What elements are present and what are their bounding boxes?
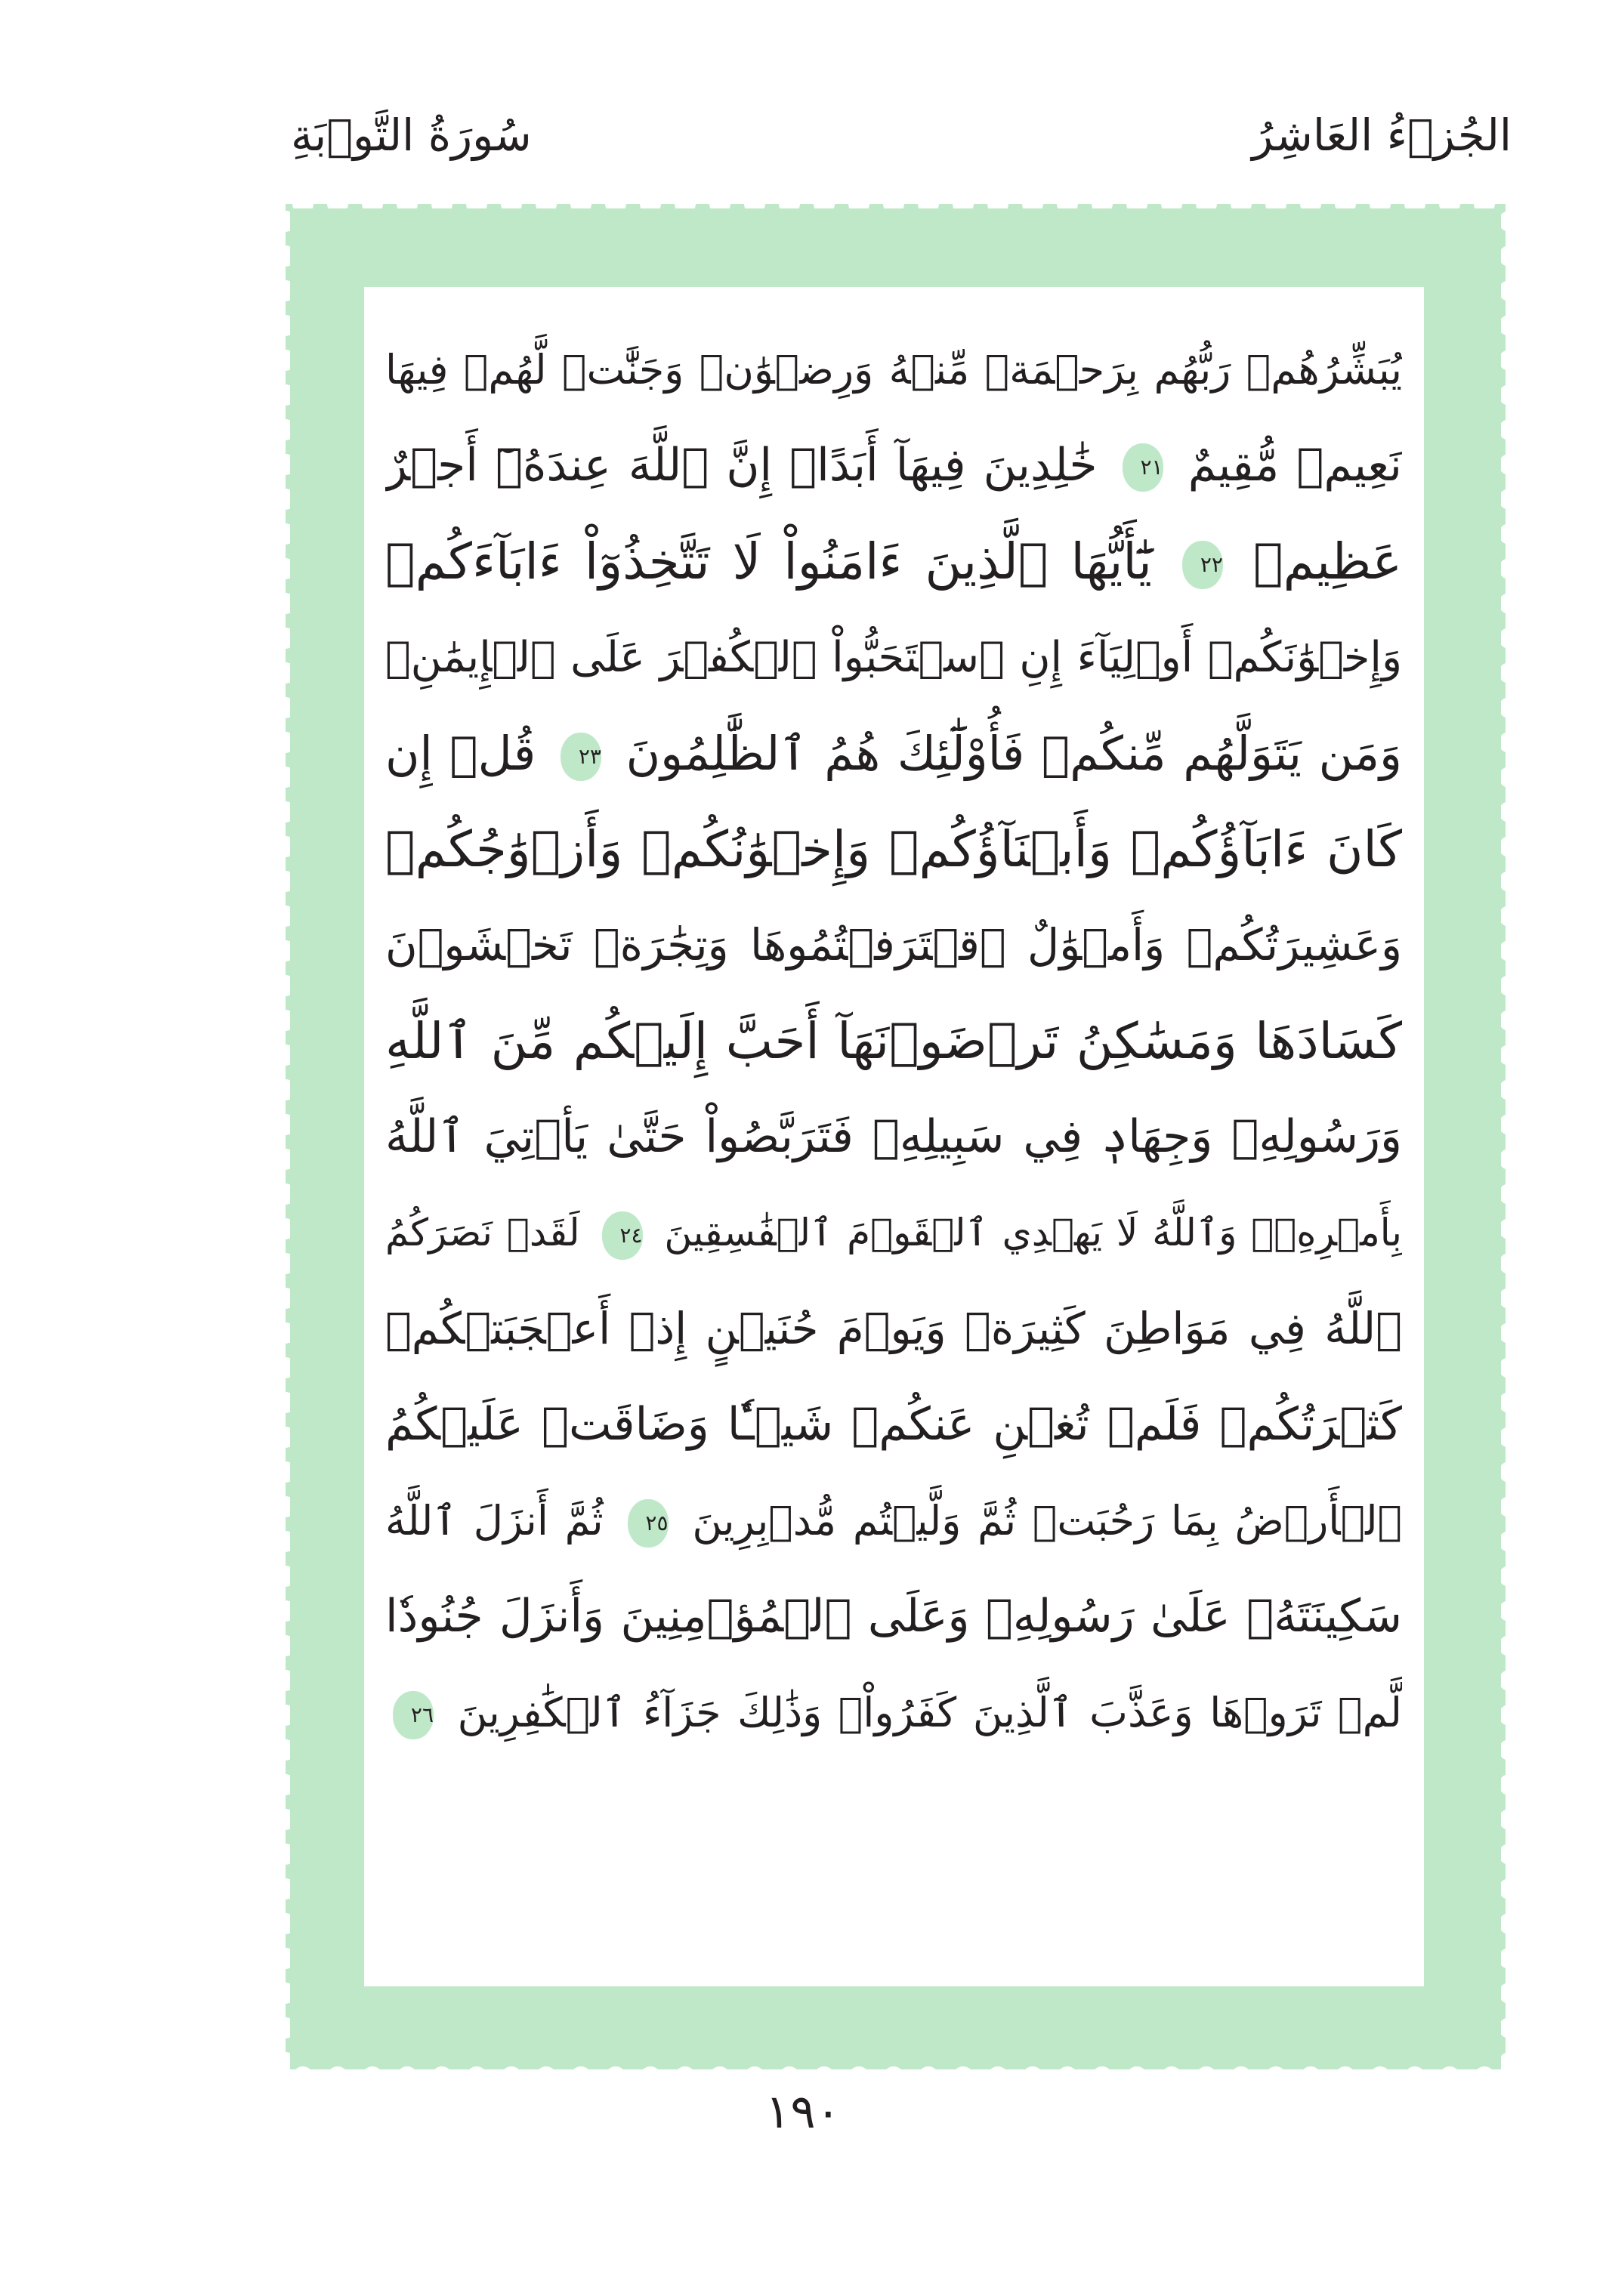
mushaf-line: [385, 1377, 1402, 1473]
ayah-number-marker: ٢٦: [393, 1691, 434, 1739]
surah-name-header: سُورَةُ التَّوۡبَةِ: [291, 110, 532, 161]
ayah-text-segment: نَعِيمٞ مُّقِيمٌ: [1188, 439, 1402, 492]
ayah-text-segment: ٱلۡأَرۡضُ بِمَا رَحُبَتۡ ثُمَّ وَلَّيۡتُم مُّدۡبِرِينَ: [692, 1497, 1402, 1545]
mushaf-line: [385, 418, 1402, 514]
mushaf-line: [385, 705, 1402, 801]
mushaf-line: [385, 1473, 1402, 1569]
juz-name-header: الجُزۡءُ العَاشِرُ: [1252, 110, 1512, 161]
ayah-number-marker: ٢٥: [628, 1499, 669, 1548]
ayah-text-segment: وَعَشِيرَتُكُمۡ وَأَمۡوَٰلٌ ٱقۡتَرَفۡتُمُوهَا وَتِجَٰرَةٞ تَخۡشَوۡنَ: [385, 919, 1402, 971]
page-number: ١٩٠: [765, 2084, 841, 2139]
ayah-number-marker: ٢١: [1123, 443, 1163, 492]
mushaf-line: [385, 801, 1402, 897]
ayah-number-marker: ٢٣: [561, 733, 601, 781]
ayah-text-segment: وَمَن يَتَوَلَّهُم مِّنكُمۡ فَأُوْلَٰٓئِكَ هُمُ ٱلظَّٰلِمُونَ: [625, 726, 1402, 781]
ayah-text-segment: كَانَ ءَابَآؤُكُمۡ وَأَبۡنَآؤُكُمۡ وَإِخۡوَٰنُكُمۡ وَأَزۡوَٰجُكُمۡ: [385, 820, 1402, 878]
ayah-text-segment: عَظِيمٞ: [1253, 532, 1402, 591]
mushaf-line: [385, 1665, 1402, 1761]
ayah-text-segment: لَّمۡ تَرَوۡهَا وَعَذَّبَ ٱلَّذِينَ كَفَرُواْۚ وَذَٰلِكَ جَزَآءُ ٱلۡكَٰفِرِينَ: [457, 1689, 1402, 1736]
ayah-text-block: [385, 322, 1402, 1946]
ayah-text-segment: كَسَادَهَا وَمَسَٰكِنُ تَرۡضَوۡنَهَآ أَحَبَّ إِلَيۡكُم مِّنَ ٱللَّهِ: [385, 1012, 1402, 1070]
page-border-frame: [286, 204, 1506, 2069]
mushaf-line: [385, 322, 1402, 418]
ayah-text-segment: ٱللَّهُ فِي مَوَاطِنَ كَثِيرَةٖ وَيَوۡمَ حُنَيۡنٍ إِذۡ أَعۡجَبَتۡكُمۡ: [385, 1303, 1402, 1354]
ayah-text-segment: لَقَدۡ نَصَرَكُمُ: [385, 1211, 580, 1254]
text-panel: [364, 287, 1424, 1986]
mushaf-line: [385, 1089, 1402, 1185]
mushaf-line: [385, 897, 1402, 993]
ayah-text-segment: وَإِخۡوَٰنَكُمۡ أَوۡلِيَآءَ إِنِ ٱسۡتَحَبُّواْ ٱلۡكُفۡرَ عَلَى ٱلۡإِيمَٰنِۚ: [385, 633, 1402, 682]
ayah-text-segment: سَكِينَتَهُۥ عَلَىٰ رَسُولِهِۦ وَعَلَى ٱلۡمُؤۡمِنِينَ وَأَنزَلَ جُنُودٗا: [385, 1590, 1402, 1643]
mushaf-line: [385, 1281, 1402, 1377]
ayah-text-segment: يُبَشِّرُهُمۡ رَبُّهُم بِرَحۡمَةٖ مِّنۡهُ وَرِضۡوَٰنٖ وَجَنَّٰتٖ لَّهُمۡ فِيهَا: [385, 346, 1402, 393]
ayah-number-marker: ٢٤: [602, 1211, 643, 1260]
mushaf-line: [385, 993, 1402, 1089]
ayah-text-segment: كَثۡرَتُكُمۡ فَلَمۡ تُغۡنِ عَنكُمۡ شَيۡـٔٗا وَضَاقَتۡ عَلَيۡكُمُ: [385, 1398, 1402, 1451]
mushaf-line: [385, 514, 1402, 609]
mushaf-line: [385, 1185, 1402, 1281]
ayah-text-segment: بِأَمۡرِهِۦۗ وَٱللَّهُ لَا يَهۡدِي ٱلۡقَوۡمَ ٱلۡفَٰسِقِينَ: [664, 1211, 1402, 1254]
mushaf-line: [385, 609, 1402, 705]
ayah-number-marker: ٢٢: [1182, 541, 1223, 589]
mushaf-line: [385, 1569, 1402, 1665]
ayah-text-segment: قُلۡ إِن: [385, 726, 536, 781]
ayah-text-segment: ثُمَّ أَنزَلَ ٱللَّهُ: [385, 1497, 604, 1545]
ayah-text-segment: يَٰٓأَيُّهَا ٱلَّذِينَ ءَامَنُواْ لَا تَتَّخِذُوٓاْ ءَابَآءَكُمۡ: [385, 532, 1152, 591]
ayah-text-segment: وَرَسُولِهِۦ وَجِهَادٖ فِي سَبِيلِهِۦ فَتَرَبَّصُواْ حَتَّىٰ يَأۡتِيَ ٱللَّهُ: [385, 1110, 1402, 1163]
ayah-text-segment: خَٰلِدِينَ فِيهَآ أَبَدًاۚ إِنَّ ٱللَّهَ عِندَهُۥٓ أَجۡرٌ: [385, 439, 1098, 492]
